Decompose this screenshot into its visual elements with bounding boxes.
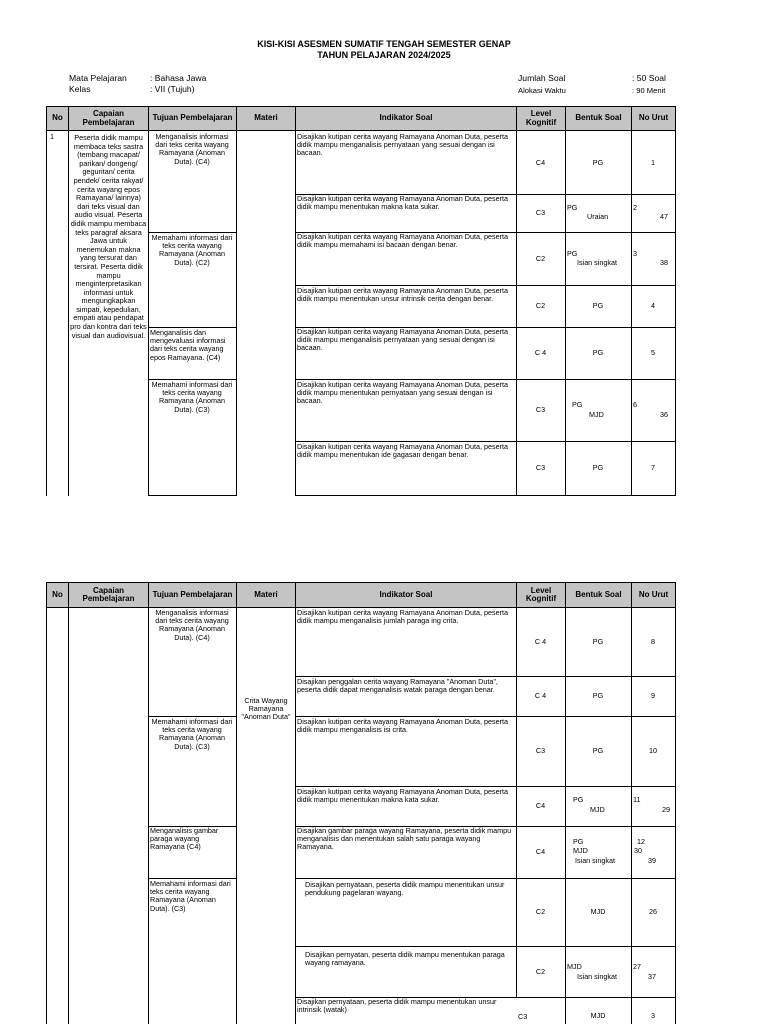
tujuan-pembelajaran-4: Memahami informasi dari teks cerita wayang Ramayana (Anoman Duta). (C3) xyxy=(151,380,233,414)
no-urut: 1 xyxy=(651,157,655,167)
bentuk-soal: MJD xyxy=(590,907,606,917)
no-urut-2: 30 xyxy=(634,846,642,855)
document-subtitle: TAHUN PELAJARAN 2024/2025 xyxy=(317,50,451,60)
no-urut: 4 xyxy=(651,301,655,311)
header-level: Level Kognitif xyxy=(516,106,566,131)
no-urut-2: 37 xyxy=(648,972,656,981)
bentuk-soal: PG xyxy=(572,400,583,409)
level-kognitif: C4 xyxy=(535,801,546,811)
indikator-soal: Disajikan kutipan cerita wayang Ramayana Anoman Duta, peserta didik mampu menentukan ide gagasan dengan benar. xyxy=(297,442,508,460)
bentuk-soal: PG xyxy=(592,301,604,311)
no-urut: 5 xyxy=(651,348,655,358)
bentuk-soal: PG xyxy=(592,746,604,756)
kisi-kisi-table-1 xyxy=(46,106,676,496)
header-capaian: Capaian Pembelajaran xyxy=(68,582,149,608)
bentuk-soal: PG xyxy=(592,691,604,701)
tujuan-pembelajaran-3: Menganalisis gambar paraga wayang Ramayana (C4) xyxy=(150,826,219,852)
level-kognitif: C3 xyxy=(535,405,546,415)
indikator-soal: Disajikan kutipan cerita wayang Ramayana Anoman Duta, peserta didik mampu menganalisis isi crita. xyxy=(297,717,508,735)
no-urut: 10 xyxy=(649,746,657,756)
no-urut-2: 36 xyxy=(660,410,668,419)
document-title: KISI-KISI ASESMEN SUMATIF TENGAH SEMESTER GENAP xyxy=(257,39,511,49)
level-kognitif: C2 xyxy=(535,966,546,976)
indikator-soal: Disajikan kutipan cerita wayang Ramayana Anoman Duta, peserta didik mampu menentukan unsur intrinsik cerita dengan benar. xyxy=(297,286,508,304)
header-materi: Materi xyxy=(236,106,296,131)
level-kognitif: C 4 xyxy=(534,348,547,358)
header-tujuan: Tujuan Pembelajaran xyxy=(148,106,237,131)
alokasi-waktu-value: : 90 Menit xyxy=(632,86,666,95)
tujuan-pembelajaran-3: Menganalisis dan mengevaluasi informasi dari teks cerita wayang epos Ramayana. (C4) xyxy=(150,328,226,362)
mata-pelajaran-label: Mata Pelajaran xyxy=(69,73,127,83)
bentuk-soal-3: Isian singkat xyxy=(575,856,615,865)
jumlah-soal-value: : 50 Soal xyxy=(632,73,666,83)
bentuk-soal-2: Isian singkat xyxy=(577,972,617,981)
header-no: No xyxy=(46,106,69,131)
no-urut: 11 xyxy=(633,795,641,804)
header-materi: Materi xyxy=(236,582,296,608)
header-no-urut: No Urut xyxy=(631,106,676,131)
no-urut: 9 xyxy=(651,691,655,701)
no-urut: 3 xyxy=(633,249,637,258)
level-kognitif: C3 xyxy=(535,208,546,218)
level-kognitif: C3 xyxy=(518,1012,528,1021)
no-urut: 12 xyxy=(637,837,645,846)
bentuk-soal: PG xyxy=(567,249,578,258)
bentuk-soal-2: MJD xyxy=(589,410,604,419)
bentuk-soal: PG xyxy=(567,203,578,212)
indikator-soal: Disajikan kutipan cerita wayang Ramayana Anoman Duta, peserta didik mampu memahami isi bacaan dengan benar. xyxy=(297,232,508,250)
level-kognitif: C2 xyxy=(535,253,546,263)
no-urut: 3 xyxy=(651,1011,655,1020)
header-no-urut: No Urut xyxy=(631,582,676,608)
tujuan-pembelajaran-2: Memahami informasi dari teks cerita wayang Ramayana (Anoman Duta). (C2) xyxy=(151,233,233,267)
level-kognitif: C4 xyxy=(535,157,546,167)
indikator-soal: Disajikan pernyatan, peserta didik mampu menentukan paraga wayang ramayana. xyxy=(305,950,505,968)
header-indikator: Indikator Soal xyxy=(295,106,517,131)
header-level: Level Kognitif xyxy=(516,582,566,608)
kelas-value: : VII (Tujuh) xyxy=(150,84,195,94)
capaian-pembelajaran-text: Peserta didik mampu membaca teks sastra (tembang macapat/ parikan/ dongeng/ geguritan/ cerita pendek/ cerita rakyat/ cerita wayang epos Ramayana/ lainnya) dari teks visual dan audio visual. Peserta didik mampu membaca teks paragraf aksara Jawa untuk menemukan makna yang tersurat dan tersirat. Peserta didik mampu menginterpretasikan informasi untuk mengungkapkan simpati, kepedulian, empati atau pendapat pro dan kontra dari teks visual dan audiovisual. xyxy=(70,133,147,340)
header-bentuk: Bentuk Soal xyxy=(565,582,632,608)
level-kognitif: C3 xyxy=(535,746,546,756)
row-number: 1 xyxy=(50,132,54,141)
bentuk-soal-2: Isian singkat xyxy=(577,258,617,267)
tujuan-pembelajaran-1: Menganalisis informasi dari teks cerita wayang Ramayana (Anoman Duta). (C4) xyxy=(155,132,229,166)
bentuk-soal: PG xyxy=(592,157,604,167)
bentuk-soal: PG xyxy=(592,463,604,473)
mata-pelajaran-value: : Bahasa Jawa xyxy=(150,73,207,83)
indikator-soal: Disajikan kutipan cerita wayang Ramayana Anoman Duta, peserta didik mampu menganalisis pernyataan yang sesuai dengan isi bacaan. xyxy=(297,132,508,158)
level-kognitif: C2 xyxy=(535,907,546,917)
indikator-soal: Disajikan penggalan cerita wayang Ramayana "Anoman Duta", peserta didik dapat menganalisis watak paraga dengan benar. xyxy=(297,677,498,695)
level-kognitif: C2 xyxy=(535,301,546,311)
bentuk-soal: PG xyxy=(592,348,604,358)
bentuk-soal-2: MJD xyxy=(573,846,588,855)
indikator-soal: Disajikan kutipan cerita wayang Ramayana Anoman Duta, peserta didik mampu menganalisis jumlah paraga ing crita. xyxy=(297,608,508,626)
header-capaian: Capaian Pembelajaran xyxy=(68,106,149,131)
no-urut: 27 xyxy=(633,962,641,971)
no-urut-3: 39 xyxy=(648,856,656,865)
no-urut: 26 xyxy=(649,907,657,917)
indikator-soal: Disajikan pernyataan, peserta didik mampu menentukan unsur pendukung pagelaran wayang. xyxy=(305,880,505,898)
no-urut: 2 xyxy=(633,203,637,212)
no-urut: 6 xyxy=(633,400,637,409)
tujuan-pembelajaran-4: Memahami informasi dari teks cerita wayang Ramayana (Anoman Duta). (C3) xyxy=(150,879,231,913)
no-urut: 7 xyxy=(651,463,655,473)
indikator-soal: Disajikan kutipan cerita wayang Ramayana Anoman Duta, peserta didik mampu menganalisis pernyataan yang sesuai dengan isi bacaan. xyxy=(297,327,508,353)
alokasi-waktu-label: Alokasi Waktu xyxy=(518,86,566,95)
bentuk-soal-2: Uraian xyxy=(587,212,609,221)
kelas-label: Kelas xyxy=(69,84,91,94)
header-tujuan: Tujuan Pembelajaran xyxy=(148,582,237,608)
indikator-soal: Disajikan kutipan cerita wayang Ramayana Anoman Duta, peserta didik mampu menentukan makna kata sukar. xyxy=(297,194,508,212)
level-kognitif: C 4 xyxy=(534,637,547,647)
kisi-kisi-table-2 xyxy=(46,582,676,1024)
indikator-soal: Disajikan kutipan cerita wayang Ramayana Anoman Duta, peserta didik mampu menentukan makna kata sukar. xyxy=(297,787,508,805)
indikator-soal: Disajikan kutipan cerita wayang Ramayana Anoman Duta, peserta didik mampu menentukan pernyataan yang sesuai dengan isi bacaan. xyxy=(297,380,508,406)
no-urut-2: 38 xyxy=(660,258,668,267)
level-kognitif: C3 xyxy=(535,463,546,473)
indikator-soal: Disajikan gambar paraga wayang Ramayana, peserta didik mampu menganalisis dan menentukan salah satu paraga wayang Ramayana. xyxy=(297,826,512,852)
bentuk-soal: MJD xyxy=(567,962,582,971)
header-no: No xyxy=(46,582,69,608)
bentuk-soal: PG xyxy=(573,837,584,846)
materi-text: Crita Wayang Ramayana "Anoman Duta" xyxy=(241,696,291,722)
no-urut-2: 47 xyxy=(660,212,668,221)
no-urut: 8 xyxy=(651,637,655,647)
indikator-soal: Disajikan pernyataan, peserta didik mampu menentukan unsur intrinsik (watak) xyxy=(297,997,497,1015)
tujuan-pembelajaran-1: Menganalisis informasi dari teks cerita wayang Ramayana (Anoman Duta). (C4) xyxy=(155,608,229,642)
header-bentuk: Bentuk Soal xyxy=(565,106,632,131)
no-urut-2: 29 xyxy=(662,805,670,814)
tujuan-pembelajaran-2: Memahami informasi dari teks cerita wayang Ramayana (Anoman Duta). (C3) xyxy=(151,717,233,751)
bentuk-soal-2: MJD xyxy=(590,805,605,814)
bentuk-soal: PG xyxy=(592,637,604,647)
bentuk-soal: PG xyxy=(573,795,584,804)
jumlah-soal-label: Jumlah Soal xyxy=(518,73,566,83)
bentuk-soal: MJD xyxy=(590,1011,606,1020)
level-kognitif: C4 xyxy=(535,847,546,857)
header-indikator: Indikator Soal xyxy=(295,582,517,608)
level-kognitif: C 4 xyxy=(534,691,547,701)
